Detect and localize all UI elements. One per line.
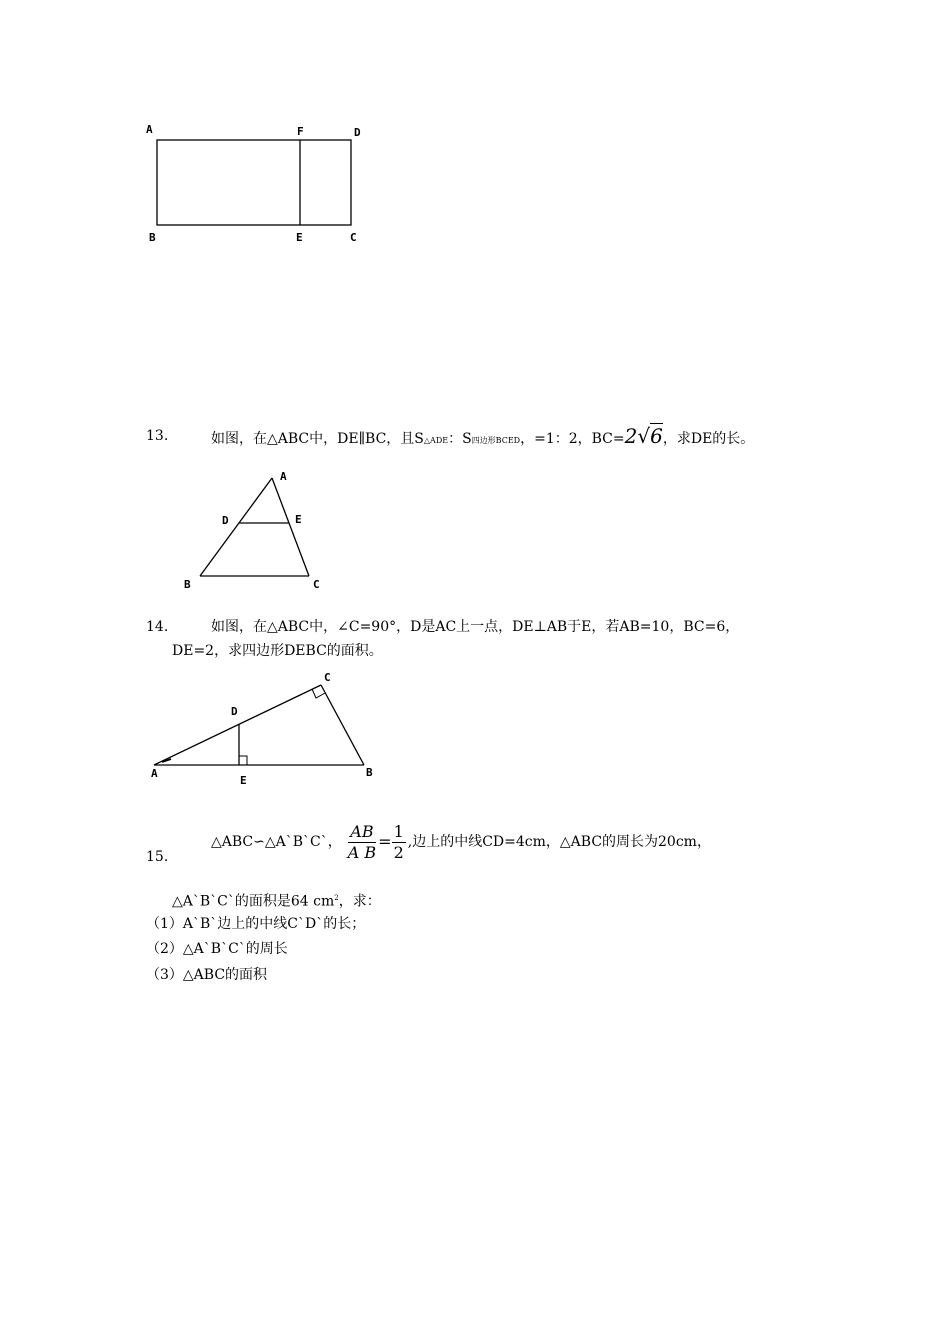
ratio-fraction: $\frac{AB}{\text{A B}}$ [347,821,377,862]
sqrt-expression: 2√6 [624,424,663,448]
right-angle-mark-c [312,689,325,698]
q15-item-2: （2）△A`B`C`的周长 [146,941,288,957]
right-angle-mark-e [239,756,247,765]
q13-statement: 如图，在△ABC中，DE∥BC，且S△ADE：S四边形BCED，=1：2，BC=2√6，求DE的长。 [211,424,755,448]
label-b: B [366,766,373,779]
q15-line2: △A`B`C`的面积是64 $cm^2$，求： [172,893,381,910]
q15-number: 15. [146,849,169,865]
half-fraction: $\frac{1}{2}$ [393,821,404,862]
label-e: E [296,231,303,244]
q14-line2: DE=2，求四边形DEBC的面积。 [172,643,383,659]
right-triangle-figure [140,664,390,794]
label-a: A [146,123,153,136]
side-ac [272,478,309,576]
label-b: B [184,578,191,591]
q15-statement: △ABC∽△A`B`C`， $\frac{AB}{\text{A B}}$ = $\frac{1}{2}$ ,边上的中线CD=4cm，△ABC的周长为20cm， [211,821,711,862]
label-c: C [324,671,331,684]
rectangle-figure [140,118,380,248]
label-d: D [354,126,361,139]
rectangle-abcd [157,140,351,225]
q14-number: 14. [146,619,169,635]
label-c: C [350,231,357,244]
side-ac [154,685,321,765]
q15-item-1: （1）A`B`边上的中线C`D`的长； [146,916,366,932]
q15-item-3: （3）△ABC的面积 [146,967,268,983]
side-cb [321,685,364,765]
triangle-ade-figure [180,466,330,594]
q13-number: 13. [146,428,169,444]
label-a: A [280,470,287,483]
label-e: E [240,774,247,787]
label-d: D [222,514,229,527]
label-b: B [149,231,156,244]
label-d: D [231,705,238,718]
q14-line1: 如图，在△ABC中，∠C=90°，D是AC上一点，DE⊥AB于E，若AB=10，BC=6， [211,619,740,635]
side-ab [200,478,272,576]
label-c: C [313,578,320,591]
label-f: F [297,125,304,138]
label-e: E [295,513,302,526]
label-a: A [151,767,158,780]
